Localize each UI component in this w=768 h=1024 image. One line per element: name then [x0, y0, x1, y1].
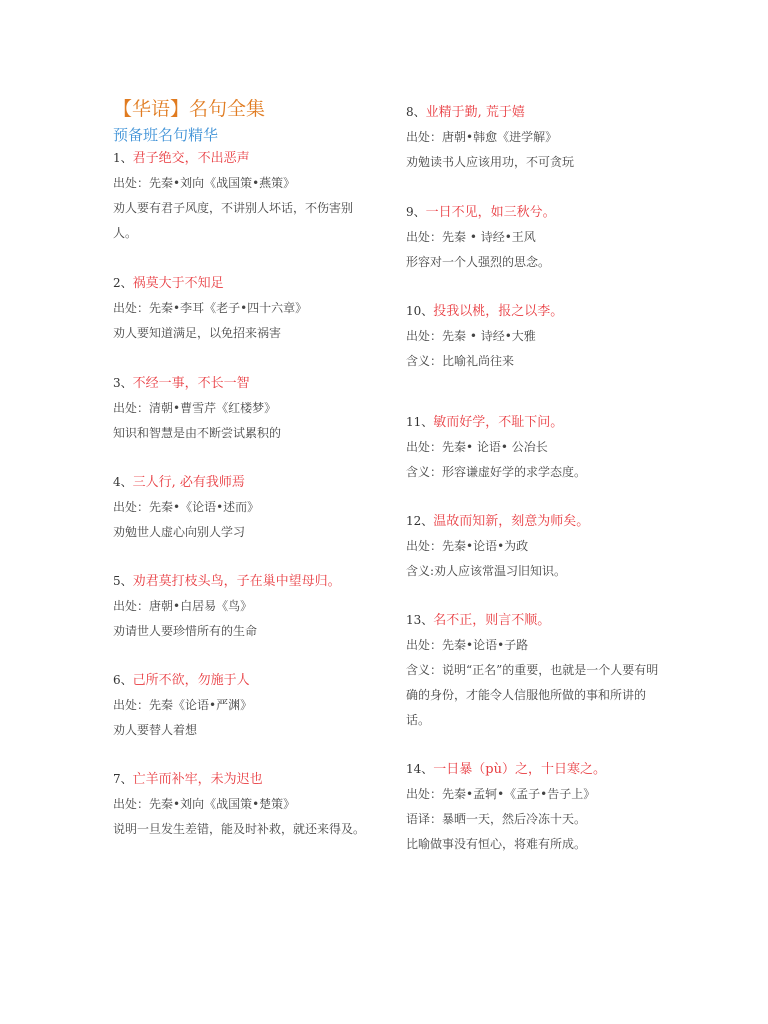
entry-number: 7、 — [113, 772, 133, 786]
quote-entry-12 — [406, 509, 661, 584]
quote-entry-14 — [406, 757, 661, 857]
entry-source: 出处：先秦•刘向《战国策•燕策》 — [113, 176, 296, 190]
entry-source: 出处：清朝•曹雪芹《红楼梦》 — [113, 401, 277, 415]
entry-meaning: 劝请世人要珍惜所有的生命 — [113, 624, 258, 638]
entry-heading — [113, 767, 373, 792]
entry-quote: 不经一事，不长一智 — [132, 376, 250, 391]
entry-source: 出处：先秦•论语•为政 — [406, 539, 529, 553]
entry-number: 12、 — [406, 514, 434, 528]
entry-quote: 君子绝交，不出恶声 — [132, 151, 250, 166]
entry-number: 4、 — [113, 475, 133, 489]
entry-quote: 亡羊而补牢，未为迟也 — [132, 772, 263, 787]
entry-heading — [406, 509, 661, 534]
entry-heading — [113, 271, 373, 296]
quote-entry-9 — [406, 200, 661, 275]
entry-meaning: 比喻做事没有恒心，将难有所成。 — [406, 837, 587, 851]
entry-number: 3、 — [113, 376, 133, 390]
entry-heading — [113, 569, 373, 594]
quote-entry-13 — [406, 608, 661, 733]
entry-number: 13、 — [406, 613, 434, 627]
entry-number: 1、 — [113, 151, 133, 165]
entry-source: 出处：先秦•《论语•述而》 — [113, 500, 260, 514]
entry-source: 出处：先秦•李耳《老子•四十六章》 — [113, 301, 308, 315]
entry-heading — [406, 757, 661, 782]
entry-heading — [113, 371, 373, 396]
quote-entry-8 — [406, 100, 661, 175]
entry-source: 出处：唐朝•韩愈《进学解》 — [406, 130, 558, 144]
page-title: 【华语】名句全集 — [113, 98, 266, 120]
entry-source: 出处：先秦•刘向《战国策•楚策》 — [113, 797, 296, 811]
quote-entry-10 — [406, 299, 661, 374]
quote-entry-2 — [113, 271, 373, 346]
entry-meaning: 劝人要替人着想 — [113, 723, 198, 737]
entry-source: 出处：先秦• 论语• 公冶长 — [406, 440, 548, 454]
entry-source: 出处：先秦 • 诗经•大雅 — [406, 329, 536, 343]
entry-heading — [406, 410, 661, 435]
quote-entry-7 — [113, 767, 373, 842]
entry-quote: 名不正，则言不顺。 — [433, 613, 551, 628]
entry-heading — [406, 608, 661, 633]
entry-quote: 敏而好学，不耻下问。 — [433, 415, 564, 430]
entry-source: 出处：先秦•孟轲•《孟子•告子上》 — [406, 787, 596, 801]
entry-quote: 劝君莫打枝头鸟，子在巢中望母归。 — [132, 574, 341, 589]
entry-quote: 三人行, 必有我师焉 — [132, 475, 245, 490]
quote-entry-4 — [113, 470, 373, 545]
entry-number: 14、 — [406, 762, 434, 776]
entry-heading — [406, 100, 661, 125]
entry-quote: 业精于勤, 荒于嬉 — [425, 105, 525, 120]
entry-meaning: 知识和智慧是由不断尝试累积的 — [113, 426, 282, 440]
page-subtitle: 预备班名句精华 — [113, 126, 219, 144]
quote-entry-11 — [406, 410, 661, 485]
entry-quote: 祸莫大于不知足 — [132, 276, 224, 291]
entry-meaning: 劝人要有君子风度，不讲别人坏话，不伤害别人。 — [113, 201, 354, 240]
quote-entry-5 — [113, 569, 373, 644]
entry-source: 出处：先秦•论语•子路 — [406, 638, 529, 652]
entry-meaning: 劝勉读书人应该用功，不可贪玩 — [406, 155, 575, 169]
entry-quote: 一日不见，如三秋兮。 — [425, 205, 556, 220]
entry-source: 出处：唐朝•白居易《鸟》 — [113, 599, 253, 613]
entry-number: 11、 — [406, 415, 434, 429]
entry-source: 出处：先秦 • 诗经•王风 — [406, 230, 536, 244]
entry-heading — [406, 299, 661, 324]
entry-meaning: 劝人要知道满足，以免招来祸害 — [113, 326, 282, 340]
entry-meaning: 含义：说明“正名”的重要，也就是一个人要有明确的身份，才能令人信服他所做的事和所讲的话。 — [406, 663, 659, 727]
entry-number: 2、 — [113, 276, 133, 290]
entry-heading — [113, 146, 373, 171]
entry-number: 9、 — [406, 205, 426, 219]
quote-entry-1 — [113, 146, 373, 246]
entry-number: 8、 — [406, 105, 426, 119]
entry-number: 6、 — [113, 673, 133, 687]
entry-quote: 己所不欲，勿施于人 — [132, 673, 250, 688]
entry-meaning: 含义:劝人应该常温习旧知识。 — [406, 564, 567, 578]
entry-source: 出处：先秦《论语•严渊》 — [113, 698, 253, 712]
entry-meaning: 含义：比喻礼尚往来 — [406, 354, 515, 368]
entry-meaning: 形容对一个人强烈的思念。 — [406, 255, 551, 269]
entry-meaning: 说明一旦发生差错，能及时补救，就还来得及。 — [113, 822, 366, 836]
entry-quote: 投我以桃，报之以李。 — [433, 304, 564, 319]
entry-heading — [113, 470, 373, 495]
entry-number: 10、 — [406, 304, 434, 318]
entry-quote: 一日暴（pù）之，十日寒之。 — [433, 762, 606, 777]
quote-entry-6 — [113, 668, 373, 743]
entry-meaning: 含义：形容谦虚好学的求学态度。 — [406, 465, 587, 479]
quote-entry-3 — [113, 371, 373, 446]
entry-number: 5、 — [113, 574, 133, 588]
entry-meaning: 劝勉世人虚心向别人学习 — [113, 525, 246, 539]
entry-heading — [113, 668, 373, 693]
entry-quote: 温故而知新，刻意为师矣。 — [433, 514, 590, 529]
entry-heading — [406, 200, 661, 225]
entry-translation: 语译：暴晒一天，然后冷冻十天。 — [406, 812, 587, 826]
